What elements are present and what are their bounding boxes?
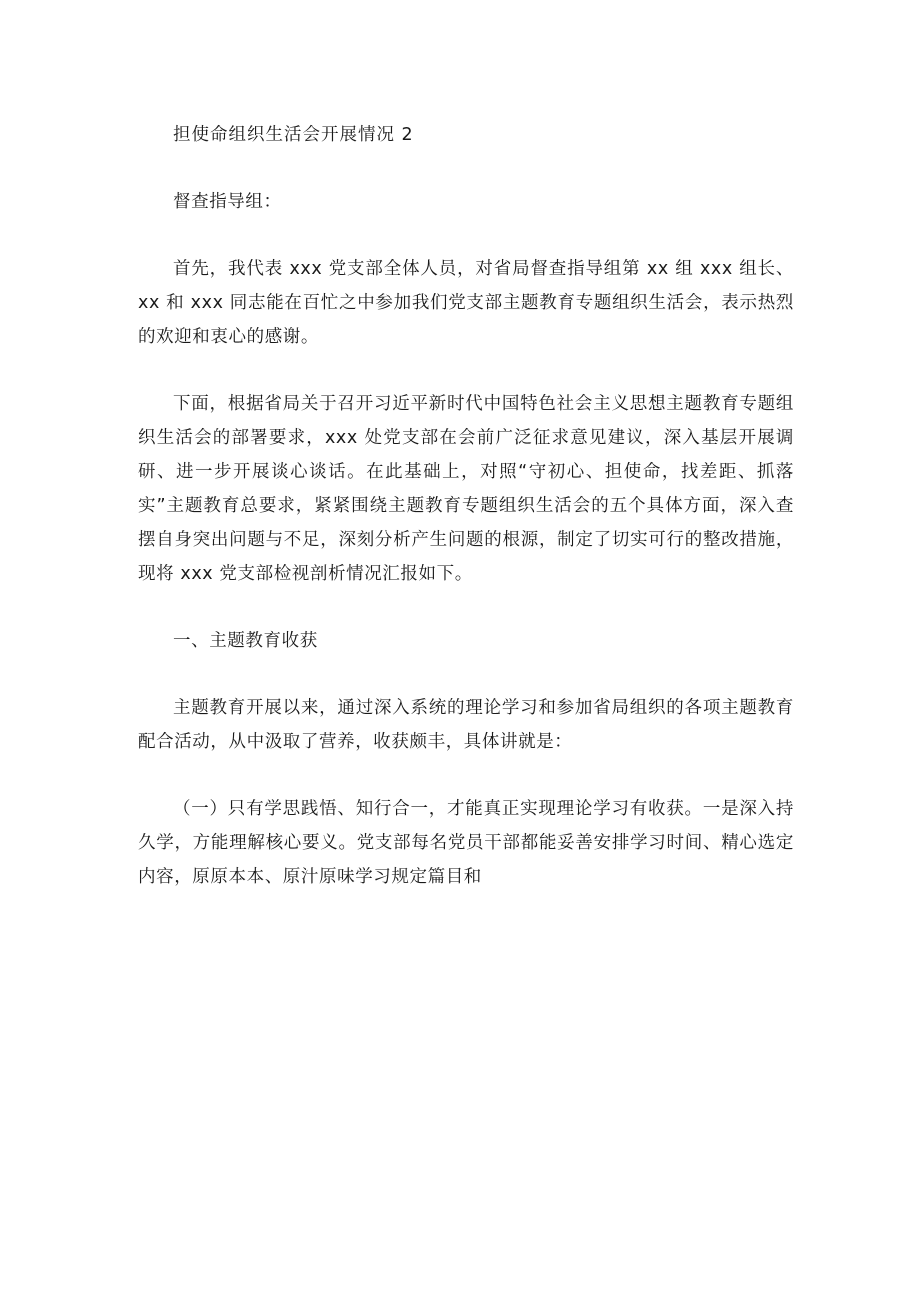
section-heading: 一、主题教育收获 [173, 631, 318, 651]
document-body [138, 118, 794, 894]
document-title: 担使命组织生活会开展情况 2 [173, 125, 414, 145]
paragraph-opening: 首先，我代表 xxx 党支部全体人员，对省局督查指导组第 xx 组 xxx 组长、xx 和 xxx 同志能在百忙之中参加我们党支部主题教育专题组织生活会，表示热烈的欢迎和衷心的感谢。 [138, 259, 794, 347]
paragraph-background: 下面，根据省局关于召开习近平新时代中国特色社会主义思想主题教育专题组织生活会的部署要求，xxx 处党支部在会前广泛征求意见建议，深入基层开展调研、进一步开展谈心谈话。在此基础上，对照“守初心、担使命，找差距、抓落实”主题教育总要求，紧紧围绕主题教育专题组织生活会的五个具体方面，深入查摆自身突出问题与不足，深刻分析产生问题的根源，制定了切实可行的整改措施，现将 xxx 党支部检视剖析情况汇报如下。 [138, 394, 794, 584]
paragraph-point-one: （一）只有学思践悟、知行合一，才能真正实现理论学习有收获。一是深入持久学，方能理解核心要义。党支部每名党员干部都能妥善安排学习时间、精心选定内容，原原本本、原汁原味学习规定篇目和 [138, 799, 794, 887]
paragraph-harvest-intro: 主题教育开展以来，通过深入系统的理论学习和参加省局组织的各项主题教育配合活动，从中汲取了营养，收获颇丰，具体讲就是： [138, 698, 794, 752]
salutation: 督查指导组： [173, 192, 282, 212]
